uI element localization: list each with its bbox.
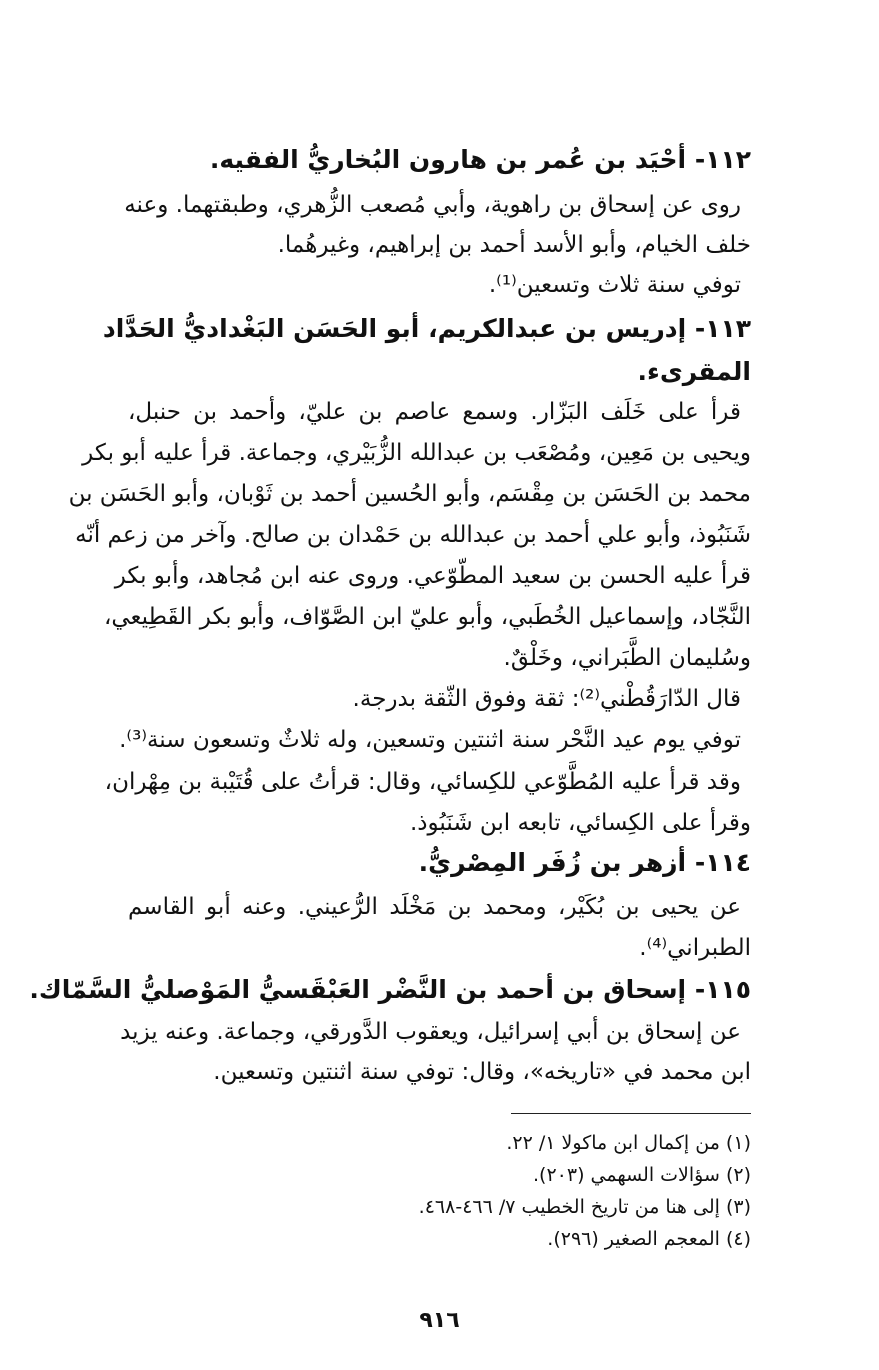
footnote: (٣) إلى هنا من تاريخ الخطيب ٧/ ٤٦٦-٤٦٨. <box>418 1196 751 1218</box>
text-line: ابن محمد في «تاريخه»، وقال: توفي سنة اثنتين وتسعين. <box>213 1059 751 1085</box>
text-line: محمد بن الحَسَن بن مِقْسَم، وأبو الحُسين أحمد بن ثَوْبان، وأبو الحَسَن بن <box>68 481 751 507</box>
text-line: وقرأ على الكِسائي، تابعه ابن شَنَبُوذ. <box>410 810 751 836</box>
footnote-separator <box>511 1113 751 1114</box>
text-line: عن يحيى بن بُكَيْر، ومحمد بن مَخْلَد الرُّعيني. وعنه أبو القاسم <box>128 894 741 920</box>
text-line: قرأ على خَلَف البَزّار. وسمع عاصم بن عليّ، وأحمد بن حنبل، <box>128 399 741 425</box>
entry-heading: ١١٤- أزهر بن زُفَر المِصْريُّ. <box>418 848 751 877</box>
entry-heading: ١١٢- أحْيَد بن عُمر بن هارون البُخاريُّ الفقيه. <box>209 145 751 174</box>
text-line: ويحيى بن مَعِين، ومُصْعَب بن عبدالله الزُّبَيْري، وجماعة. قرأ عليه أبو بكر <box>82 440 751 466</box>
text-line: قرأ عليه الحسن بن سعيد المطّوّعي. وروى عنه ابن مُجاهد، وأبو بكر <box>114 563 751 589</box>
page-number: ٩١٦ <box>419 1308 460 1333</box>
footnote: (٤) المعجم الصغير (٢٩٦). <box>547 1228 751 1250</box>
footnote: (١) من إكمال ابن ماكولا ١/ ٢٢. <box>506 1132 751 1154</box>
text-line: خلف الخيام، وأبو الأسد أحمد بن إبراهيم، وغيرهُما. <box>277 232 751 258</box>
text-line: قال الدّارَقُطْني⁽²⁾: ثقة وفوق الثّقة بدرجة. <box>352 686 741 712</box>
text-line: وقد قرأ عليه المُطَّوّعي للكِسائي، وقال: قرأتُ على قُتَيْبة بن مِهْران، <box>104 769 741 795</box>
entry-heading: ١١٥- إسحاق بن أحمد بن النَّضْر العَبْقَسيُّ المَوْصليُّ السَّمّاك. <box>29 975 751 1004</box>
text-line: شَنَبُوذ، وأبو علي أحمد بن عبدالله بن حَمْدان بن صالح. وآخر من زعم أنّه <box>75 522 751 548</box>
entry-heading: المقرىء. <box>637 357 751 386</box>
text-line: وسُليمان الطَّبَراني، وخَلْقٌ. <box>503 645 751 671</box>
text-line: النَّجّاد، وإسماعيل الخُطَبي، وأبو عليّ ابن الصَّوّاف، وأبو بكر القَطِيعي، <box>103 604 751 630</box>
text-line: روى عن إسحاق بن راهوية، وأبي مُصعب الزُّهري، وطبقتهما. وعنه <box>124 192 741 218</box>
footnote: (٢) سؤالات السهمي (٢٠٣). <box>533 1164 751 1186</box>
text-line: الطبراني⁽⁴⁾. <box>639 935 751 961</box>
entry-heading: ١١٣- إدريس بن عبدالكريم، أبو الحَسَن البَغْداديُّ الحَدَّاد <box>102 314 751 343</box>
text-line: عن إسحاق بن أبي إسرائيل، ويعقوب الدَّورقي، وجماعة. وعنه يزيد <box>120 1019 741 1045</box>
text-line: توفي سنة ثلاث وتسعين⁽¹⁾. <box>488 272 741 298</box>
text-line: توفي يوم عيد النَّحْر سنة اثنتين وتسعين، وله ثلاثٌ وتسعون سنة⁽³⁾. <box>119 727 741 753</box>
